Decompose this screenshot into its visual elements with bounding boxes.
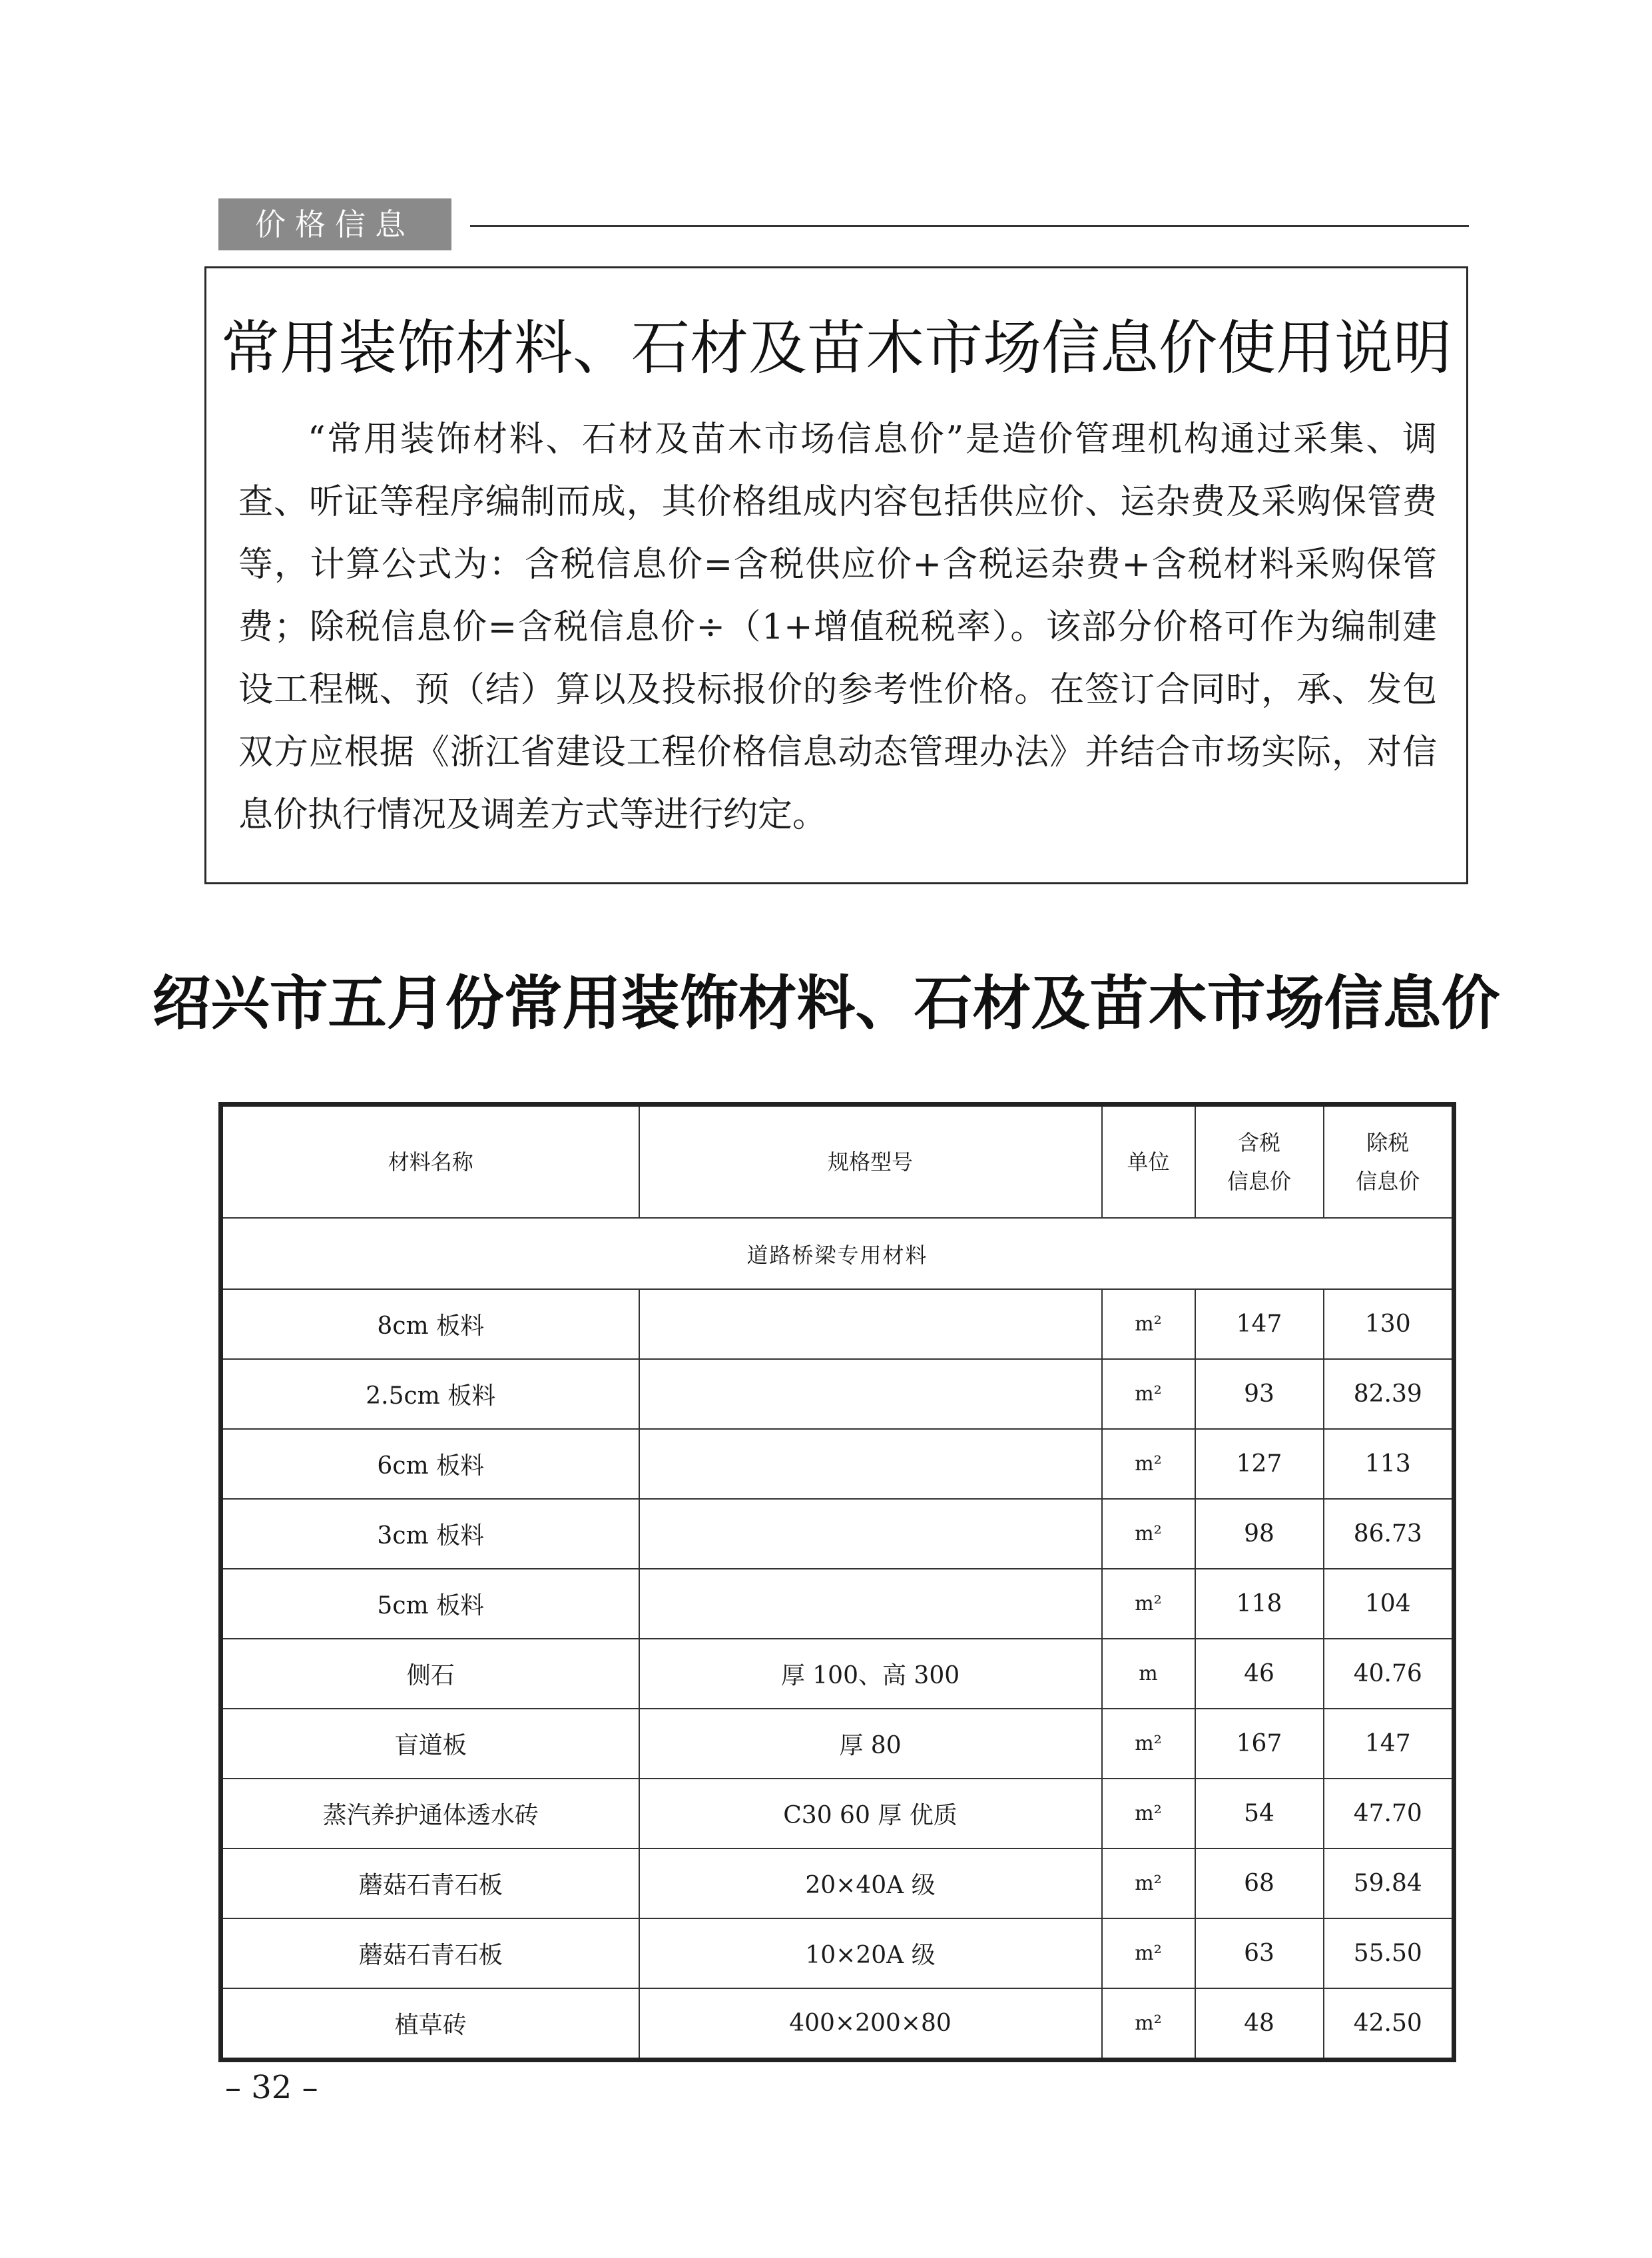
cell-unit: m² <box>1102 1779 1195 1848</box>
cell-notax-price: 55.50 <box>1324 1918 1454 1988</box>
page-number: – 32 – <box>225 2069 318 2106</box>
header-notax-price-line1: 除税 <box>1366 1130 1410 1155</box>
cell-unit: m² <box>1102 1429 1195 1499</box>
table-title: 绍兴市五月份常用装饰材料、石材及苗木市场信息价 <box>152 969 1500 1037</box>
table-row <box>221 1639 1454 1709</box>
cell-spec <box>639 1499 1102 1569</box>
category-row <box>221 1218 1454 1289</box>
cell-unit: m <box>1102 1639 1195 1709</box>
header-rule <box>470 225 1469 227</box>
section-header <box>218 198 1469 250</box>
cell-name: 盲道板 <box>221 1709 639 1779</box>
cell-tax-price: 48 <box>1195 1988 1324 2060</box>
cell-spec <box>639 1289 1102 1359</box>
cell-notax-price: 42.50 <box>1324 1988 1454 2060</box>
header-tax-price-line2: 信息价 <box>1227 1169 1291 1194</box>
cell-name: 蘑菇石青石板 <box>221 1918 639 1988</box>
cell-notax-price: 147 <box>1324 1709 1454 1779</box>
cell-unit: m² <box>1102 1569 1195 1639</box>
cell-tax-price: 167 <box>1195 1709 1324 1779</box>
table-row <box>221 1429 1454 1499</box>
cell-spec <box>639 1359 1102 1429</box>
cell-notax-price: 82.39 <box>1324 1359 1454 1429</box>
cell-unit: m² <box>1102 1918 1195 1988</box>
cell-spec: 10×20A 级 <box>639 1918 1102 1988</box>
intro-title: 常用装饰材料、石材及苗木市场信息价使用说明 <box>220 314 1452 382</box>
table-row <box>221 1918 1454 1988</box>
cell-unit: m² <box>1102 1848 1195 1918</box>
cell-spec: 400×200×80 <box>639 1988 1102 2060</box>
header-tax-price <box>1195 1105 1324 1219</box>
category-label: 道路桥梁专用材料 <box>221 1218 1454 1289</box>
cell-tax-price: 54 <box>1195 1779 1324 1848</box>
cell-notax-price: 59.84 <box>1324 1848 1454 1918</box>
cell-unit: m² <box>1102 1359 1195 1429</box>
cell-unit: m² <box>1102 1289 1195 1359</box>
header-unit: 单位 <box>1102 1105 1195 1219</box>
table-row <box>221 1709 1454 1779</box>
cell-name: 侧石 <box>221 1639 639 1709</box>
price-table <box>218 1102 1456 2062</box>
table-row <box>221 1988 1454 2060</box>
cell-tax-price: 118 <box>1195 1569 1324 1639</box>
table-row <box>221 1569 1454 1639</box>
table-row <box>221 1359 1454 1429</box>
cell-name: 3cm 板料 <box>221 1499 639 1569</box>
cell-tax-price: 127 <box>1195 1429 1324 1499</box>
cell-notax-price: 130 <box>1324 1289 1454 1359</box>
cell-name: 蒸汽养护通体透水砖 <box>221 1779 639 1848</box>
cell-notax-price: 86.73 <box>1324 1499 1454 1569</box>
cell-spec <box>639 1429 1102 1499</box>
cell-spec: 厚 80 <box>639 1709 1102 1779</box>
cell-tax-price: 93 <box>1195 1359 1324 1429</box>
header-tax-price-line1: 含税 <box>1237 1130 1280 1155</box>
cell-tax-price: 147 <box>1195 1289 1324 1359</box>
cell-notax-price: 40.76 <box>1324 1639 1454 1709</box>
header-notax-price <box>1324 1105 1454 1219</box>
cell-tax-price: 46 <box>1195 1639 1324 1709</box>
intro-body: “常用装饰材料、石材及苗木市场信息价”是造价管理机构通过采集、调查、听证等程序编制而成，其价格组成内容包括供应价、运杂费及采购保管费等，计算公式为：含税信息价=含税供应价+含税运杂费+含税材料采购保管费；除税信息价=含税信息价÷（1+增值税税率）。该部分价格可作为编制建设工程概、预（结）算以及投标报价的参考性价格。在签订合同时，承、发包双方应根据《浙江省建设工程价格信息动态管理办法》并结合市场实际，对信息价执行情况及调差方式等进行约定。 <box>238 420 1437 835</box>
section-label: 价格信息 <box>218 198 451 250</box>
cell-spec: C30 60 厚 优质 <box>639 1779 1102 1848</box>
cell-notax-price: 47.70 <box>1324 1779 1454 1848</box>
table-header-row <box>221 1105 1454 1219</box>
table-row <box>221 1848 1454 1918</box>
header-name: 材料名称 <box>221 1105 639 1219</box>
cell-notax-price: 113 <box>1324 1429 1454 1499</box>
table-row <box>221 1779 1454 1848</box>
cell-tax-price: 98 <box>1195 1499 1324 1569</box>
cell-spec: 厚 100、高 300 <box>639 1639 1102 1709</box>
cell-name: 2.5cm 板料 <box>221 1359 639 1429</box>
table-row <box>221 1499 1454 1569</box>
cell-name: 植草砖 <box>221 1988 639 2060</box>
cell-notax-price: 104 <box>1324 1569 1454 1639</box>
cell-name: 蘑菇石青石板 <box>221 1848 639 1918</box>
cell-name: 5cm 板料 <box>221 1569 639 1639</box>
cell-tax-price: 68 <box>1195 1848 1324 1918</box>
cell-unit: m² <box>1102 1709 1195 1779</box>
header-spec: 规格型号 <box>639 1105 1102 1219</box>
header-notax-price-line2: 信息价 <box>1356 1169 1420 1194</box>
cell-unit: m² <box>1102 1499 1195 1569</box>
cell-name: 6cm 板料 <box>221 1429 639 1499</box>
cell-tax-price: 63 <box>1195 1918 1324 1988</box>
intro-box <box>204 266 1468 884</box>
cell-spec <box>639 1569 1102 1639</box>
table-row <box>221 1289 1454 1359</box>
cell-name: 8cm 板料 <box>221 1289 639 1359</box>
cell-unit: m² <box>1102 1988 1195 2060</box>
cell-spec: 20×40A 级 <box>639 1848 1102 1918</box>
